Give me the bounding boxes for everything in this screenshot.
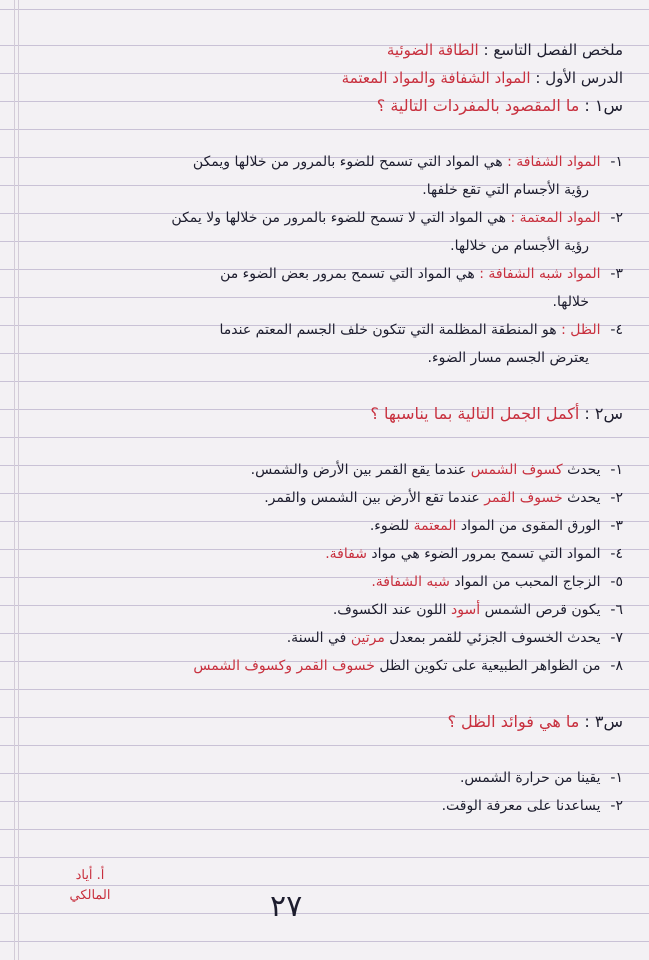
question-1-label: س١ : (584, 96, 623, 115)
completion-1 (30, 456, 623, 484)
completion-2-before: يحدث (567, 490, 601, 506)
completion-1-answer: كسوف الشمس (470, 462, 563, 478)
question-1-text: ما المقصود بالمفردات التالية ؟ (376, 96, 580, 115)
definition-3-number: ٣- (610, 266, 623, 282)
shadow-benefit-2 (30, 792, 623, 820)
completion-8 (30, 652, 623, 680)
completion-4-before: المواد التي تسمح بمرور الضوء هي مواد (371, 546, 601, 562)
completion-5-answer: شبه الشفافة. (371, 574, 450, 590)
completion-3-after: للضوء. (369, 518, 410, 534)
completion-6-answer: أسود (451, 602, 481, 618)
question-3-label: س٣ : (584, 712, 623, 731)
definition-1-term: المواد الشفافة : (507, 154, 601, 170)
completion-5-number: ٥- (610, 574, 623, 590)
signature-first-line: أ. أياد (75, 868, 105, 883)
completion-7 (30, 624, 623, 652)
completion-4-number: ٤- (610, 546, 623, 562)
completion-2 (30, 484, 623, 512)
completion-3-number: ٣- (610, 518, 623, 534)
completion-1-after: عندما يقع القمر بين الأرض والشمس. (250, 462, 467, 478)
margin-line (18, 0, 19, 960)
completion-6-number: ٦- (610, 602, 623, 618)
lesson-label: الدرس الأول : (535, 69, 623, 87)
blank-line (30, 120, 623, 148)
shadow-benefit-1 (30, 764, 623, 792)
definition-1-continued: رؤية الأجسام التي تقع خلفها. (422, 182, 589, 198)
definition-3 (30, 260, 623, 288)
question-3 (30, 708, 623, 736)
completion-2-number: ٢- (610, 490, 623, 506)
page-number: ٢٧ (270, 889, 303, 924)
shadow-benefit-1-text: يقينا من حرارة الشمس. (459, 770, 601, 786)
definition-4-text: هو المنطقة المظلمة التي تتكون خلف الجسم المعتم عندما (219, 322, 557, 338)
definition-2-text: هي المواد التي لا تسمح للضوء بالمرور من خلالها ولا يمكن (171, 210, 507, 226)
blank-line (30, 372, 623, 400)
completion-4-answer: شفافة. (325, 546, 367, 562)
completion-2-after: عندما تقع الأرض بين الشمس والقمر. (264, 490, 480, 506)
completion-6 (30, 596, 623, 624)
completion-2-answer: خسوف القمر (484, 490, 563, 506)
definition-2 (30, 204, 623, 232)
chapter-title: الطاقة الضوئية (386, 41, 479, 59)
definition-2-number: ٢- (610, 210, 623, 226)
completion-6-before: يكون قرص الشمس (484, 602, 601, 618)
definition-4-continued: يعترض الجسم مسار الضوء. (427, 350, 589, 366)
completion-1-number: ١- (610, 462, 623, 478)
blank-line (30, 736, 623, 764)
teacher-signature (56, 866, 124, 906)
shadow-benefit-2-number: ٢- (610, 798, 623, 814)
definition-2-term: المواد المعتمة : (510, 210, 601, 226)
lesson-title: المواد الشفافة والمواد المعتمة (341, 69, 531, 87)
question-1 (30, 92, 623, 120)
completion-3 (30, 512, 623, 540)
completion-3-before: الورق المقوى من المواد (460, 518, 601, 534)
definition-1-number: ١- (610, 154, 623, 170)
notes-content (30, 36, 623, 940)
completion-7-number: ٧- (610, 630, 623, 646)
margin-line (14, 0, 15, 960)
completion-8-answer: خسوف القمر وكسوف الشمس (193, 658, 375, 674)
definition-2-continued: رؤية الأجسام من خلالها. (450, 238, 589, 254)
chapter-heading (30, 36, 623, 64)
blank-line (30, 428, 623, 456)
definition-4-number: ٤- (610, 322, 623, 338)
definition-4 (30, 316, 623, 344)
lesson-heading (30, 64, 623, 92)
completion-7-before: يحدث الخسوف الجزئي للقمر بمعدل (389, 630, 601, 646)
completion-7-after: في السنة. (286, 630, 347, 646)
completion-4 (30, 540, 623, 568)
definition-1-text: هي المواد التي تسمح للضوء بالمرور من خلالها ويمكن (192, 154, 503, 170)
completion-8-before: من الظواهر الطبيعية على تكوين الظل (379, 658, 601, 674)
definition-4-term: الظل : (561, 322, 601, 338)
question-2-label: س٢ : (584, 404, 623, 423)
completion-6-after: اللون عند الكسوف. (332, 602, 447, 618)
shadow-benefit-2-text: يساعدنا على معرفة الوقت. (441, 798, 601, 814)
question-3-text: ما هي فوائد الظل ؟ (447, 712, 580, 731)
completion-1-before: يحدث (567, 462, 601, 478)
chapter-label: ملخص الفصل التاسع : (483, 41, 623, 59)
question-2 (30, 400, 623, 428)
blank-line (30, 680, 623, 708)
definition-3-term: المواد شبه الشفافة : (479, 266, 601, 282)
completion-8-number: ٨- (610, 658, 623, 674)
definition-1 (30, 148, 623, 176)
definition-3-continued: خلالها. (552, 294, 589, 310)
completion-5 (30, 568, 623, 596)
definition-3-text: هي المواد التي تسمح بمرور بعض الضوء من (220, 266, 475, 282)
signature-second-line: المالكي (69, 888, 111, 903)
shadow-benefit-1-number: ١- (610, 770, 623, 786)
question-2-text: أكمل الجمل التالية بما يناسبها ؟ (370, 404, 580, 423)
completion-7-answer: مرتين (350, 630, 385, 646)
completion-5-before: الزجاج المحبب من المواد (454, 574, 601, 590)
completion-3-answer: المعتمة (413, 518, 457, 534)
